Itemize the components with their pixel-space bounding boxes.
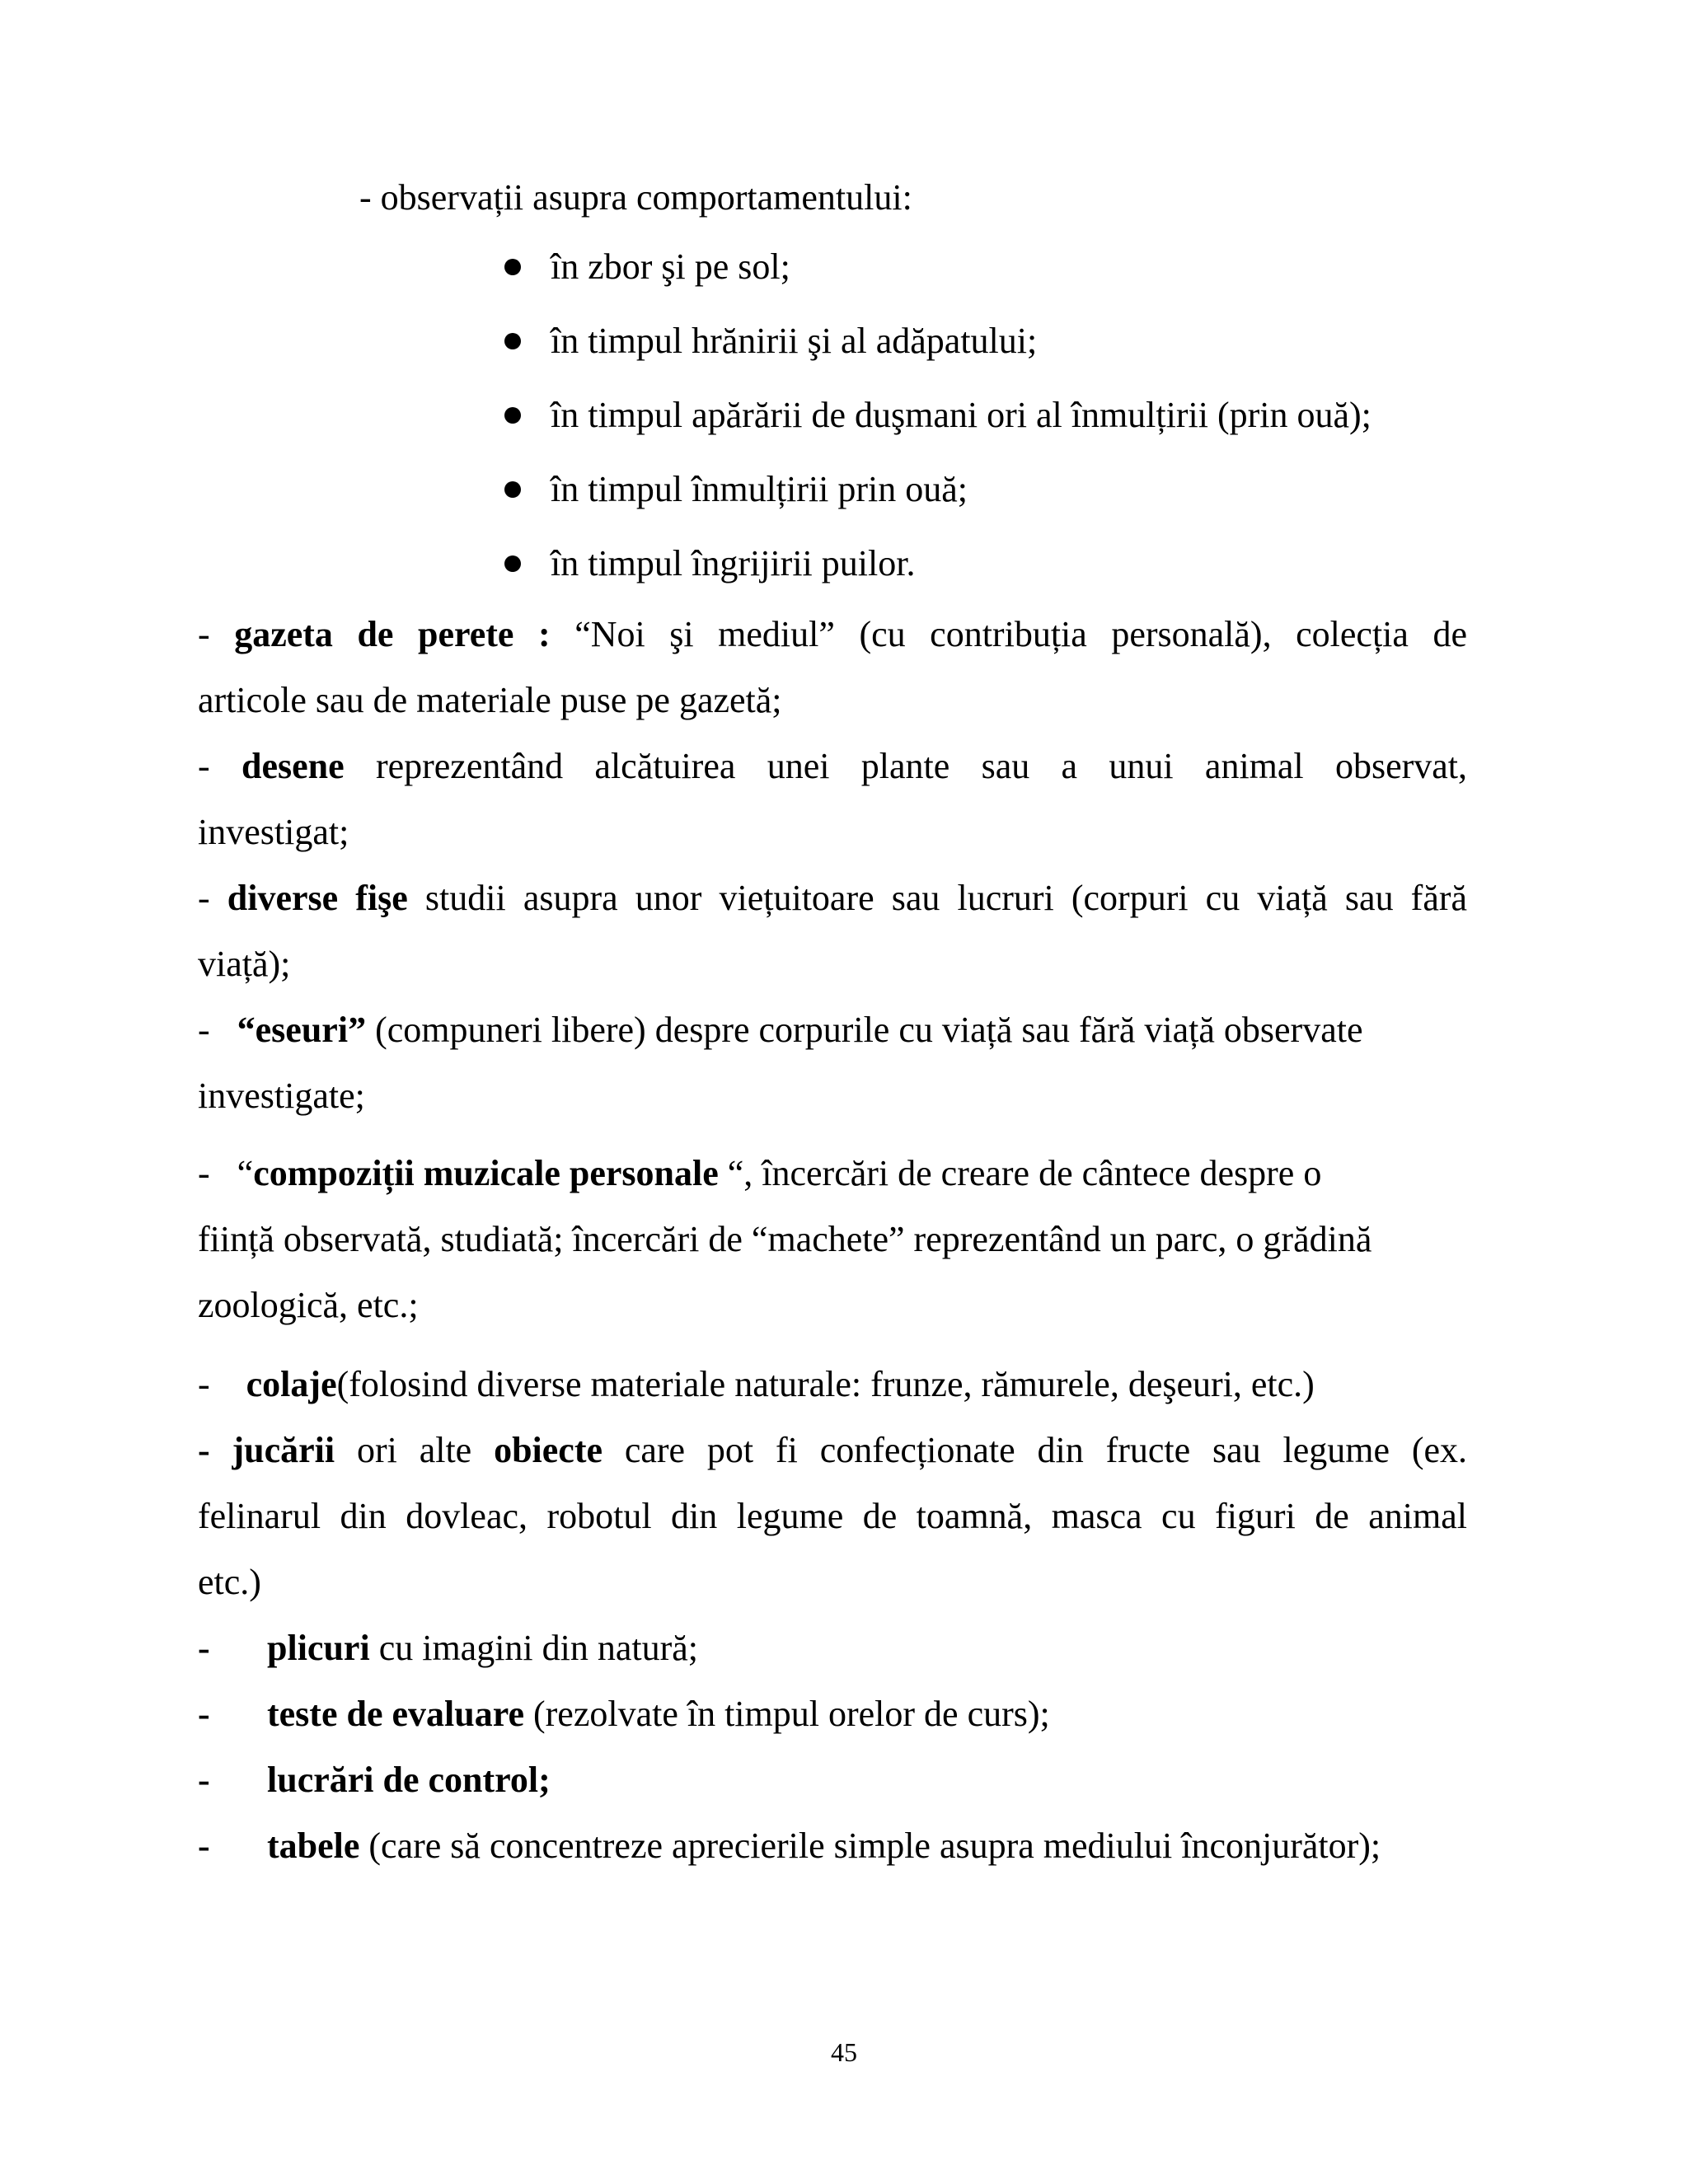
- item-term: colaje: [246, 1364, 337, 1404]
- bullet-item: în zbor şi pe sol;: [551, 246, 790, 287]
- item-eseuri-line1: [198, 1009, 1362, 1052]
- item-text: (care să concentreze aprecierile simple asupra mediului înconjurător);: [368, 1825, 1381, 1866]
- item-text: care pot fi confecționate din fructe sau legume (ex.: [624, 1430, 1468, 1470]
- item-jucarii-line3: etc.): [198, 1562, 261, 1602]
- item-lucrari: [267, 1759, 551, 1802]
- item-colaje-line1: [198, 1363, 1315, 1406]
- item-compozitii-line1: [198, 1152, 1321, 1195]
- bullet-item: în timpul îngrijirii puilor.: [551, 543, 916, 583]
- item-jucarii-line1: [198, 1429, 1467, 1472]
- list-dash: -: [198, 878, 210, 918]
- item-term: diverse fişe: [227, 878, 408, 918]
- item-fise-line1: [198, 877, 1467, 920]
- list-dash: -: [198, 1364, 210, 1404]
- list-dash: -: [198, 1153, 210, 1193]
- item-term: desene: [241, 746, 345, 786]
- item-tabele: [267, 1825, 1381, 1868]
- bullet-icon: [504, 407, 521, 424]
- item-term: “eseuri”: [237, 1010, 367, 1050]
- bullet-item: în timpul apărării de duşmani ori al înmulțirii (prin ouă);: [551, 395, 1372, 435]
- bullet-icon: [504, 555, 521, 572]
- item-term: plicuri: [267, 1628, 370, 1668]
- bullet-item: în timpul înmulțirii prin ouă;: [551, 469, 968, 509]
- item-term: teste de evaluare: [267, 1694, 524, 1734]
- list-dash: -: [198, 614, 210, 654]
- open-quote: “: [237, 1153, 254, 1193]
- list-dash: -: [198, 1430, 210, 1470]
- bullet-item: în timpul hrănirii şi al adăpatului;: [551, 321, 1038, 361]
- item-text: (rezolvate în timpul orelor de curs);: [532, 1694, 1050, 1734]
- bullet-icon: [504, 259, 521, 275]
- item-text: studii asupra unor viețuitoare sau lucruri (corpuri cu viață sau fără: [424, 878, 1468, 918]
- item-term: jucării: [232, 1430, 335, 1470]
- item-term: obiecte: [494, 1430, 603, 1470]
- item-text: cu imagini din natură;: [378, 1628, 699, 1668]
- item-compozitii-line3: zoologică, etc.;: [198, 1285, 419, 1325]
- list-dash: -: [198, 1760, 210, 1800]
- item-text: (folosind diverse materiale naturale: frunze, rămurele, deşeuri, etc.): [336, 1364, 1315, 1404]
- item-gazeta-line2: articole sau de materiale puse pe gazetă;: [198, 680, 782, 720]
- item-term: compoziții muzicale personale: [253, 1153, 719, 1193]
- item-desene-line1: [198, 745, 1467, 788]
- item-term: tabele: [267, 1825, 360, 1866]
- item-eseuri-line2: investigate;: [198, 1076, 365, 1116]
- item-term: lucrări de control;: [267, 1760, 551, 1800]
- list-dash: -: [198, 1694, 210, 1734]
- item-fise-line2: viață);: [198, 944, 291, 984]
- item-plicuri: [267, 1627, 698, 1670]
- item-teste: [267, 1693, 1050, 1736]
- page-number: 45: [831, 2037, 857, 2067]
- item-gazeta-line1: [198, 613, 1467, 656]
- item-text: reprezentând alcătuirea unei plante sau a unui animal observat,: [375, 746, 1468, 786]
- item-text: ori alte: [356, 1430, 472, 1470]
- list-dash: -: [198, 746, 210, 786]
- item-jucarii-line2: felinarul din dovleac, robotul din legume de toamnă, masca cu figuri de animal: [198, 1496, 1467, 1536]
- list-dash: -: [198, 1825, 210, 1866]
- bullet-icon: [504, 481, 521, 498]
- item-compozitii-line2: ființă observată, studiată; încercări de “machete” reprezentând un parc, o grădină: [198, 1219, 1372, 1259]
- item-desene-line2: investigat;: [198, 812, 349, 852]
- intro-line: - observații asupra comportamentului:: [359, 177, 912, 218]
- bullet-icon: [504, 333, 521, 349]
- item-text: “Noi şi mediul” (cu contribuția personală), colecția de: [574, 614, 1467, 654]
- item-text: “, încercări de creare de cântece despre o: [727, 1153, 1322, 1193]
- item-text: (compuneri libere) despre corpurile cu viață sau fără viață observate: [375, 1010, 1363, 1050]
- list-dash: -: [198, 1628, 210, 1668]
- list-dash: -: [198, 1010, 210, 1050]
- item-term: gazeta de perete :: [234, 614, 551, 654]
